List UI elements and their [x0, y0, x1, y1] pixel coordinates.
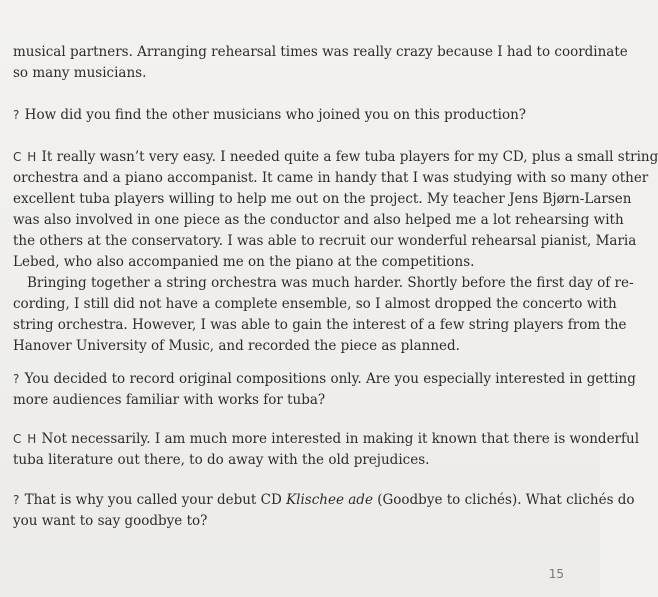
- cd-title: Klischee ade: [286, 492, 373, 508]
- text-line: Hanover University of Music, and recorded the piece as planned.: [13, 338, 460, 354]
- speaker-initials: C H: [13, 150, 38, 164]
- answer-1: [13, 147, 658, 357]
- text-line: excellent tuba players willing to help me out on the project. My teacher Jens Bjørn-Larsen: [13, 191, 632, 207]
- text-line: more audiences familiar with works for tuba?: [13, 392, 326, 408]
- question-marker: ?: [13, 493, 21, 507]
- question-text: That is why you called your debut CD: [24, 492, 282, 508]
- text-line: cording, I still did not have a complete ensemble, so I almost dropped the concerto with: [13, 296, 617, 312]
- speaker-initials: C H: [13, 432, 38, 446]
- answer-text: It really wasn’t very easy. I needed quite a few tuba players for my CD, plus a small string: [41, 149, 658, 165]
- question-text: How did you find the other musicians who joined you on this production?: [24, 107, 526, 123]
- question-text: (Goodbye to clichés). What clichés do: [377, 492, 635, 508]
- text-line: you want to say goodbye to?: [13, 513, 208, 529]
- question-3: [13, 490, 635, 532]
- text-line: Lebed, who also accompanied me on the piano at the competitions.: [13, 254, 475, 270]
- text-line: orchestra and a piano accompanist. It came in handy that I was studying with so many other: [13, 170, 649, 186]
- text-line: musical partners. Arranging rehearsal times was really crazy because I had to coordinate: [13, 44, 628, 60]
- question-2: [13, 369, 636, 411]
- question-text: You decided to record original compositions only. Are you especially interested in getting: [24, 371, 636, 387]
- question-marker: ?: [13, 108, 21, 122]
- question-1: [13, 105, 573, 126]
- text-line: Bringing together a string orchestra was much harder. Shortly before the first day of re-: [27, 275, 634, 291]
- page-number: 15: [548, 567, 564, 581]
- answer-2: [13, 429, 640, 471]
- question-marker: ?: [13, 372, 21, 386]
- text-line: so many musicians.: [13, 65, 147, 81]
- paragraph-continuation: [13, 42, 628, 84]
- answer-text: Not necessarily. I am much more interested in making it known that there is wonderful: [41, 431, 640, 447]
- text-line: the others at the conservatory. I was able to recruit our wonderful rehearsal pianist, Maria: [13, 233, 637, 249]
- text-line: tuba literature out there, to do away with the old prejudices.: [13, 452, 430, 468]
- text-line: was also involved in one piece as the conductor and also helped me a lot rehearsing with: [13, 212, 624, 228]
- text-line: string orchestra. However, I was able to gain the interest of a few string players from the: [13, 317, 627, 333]
